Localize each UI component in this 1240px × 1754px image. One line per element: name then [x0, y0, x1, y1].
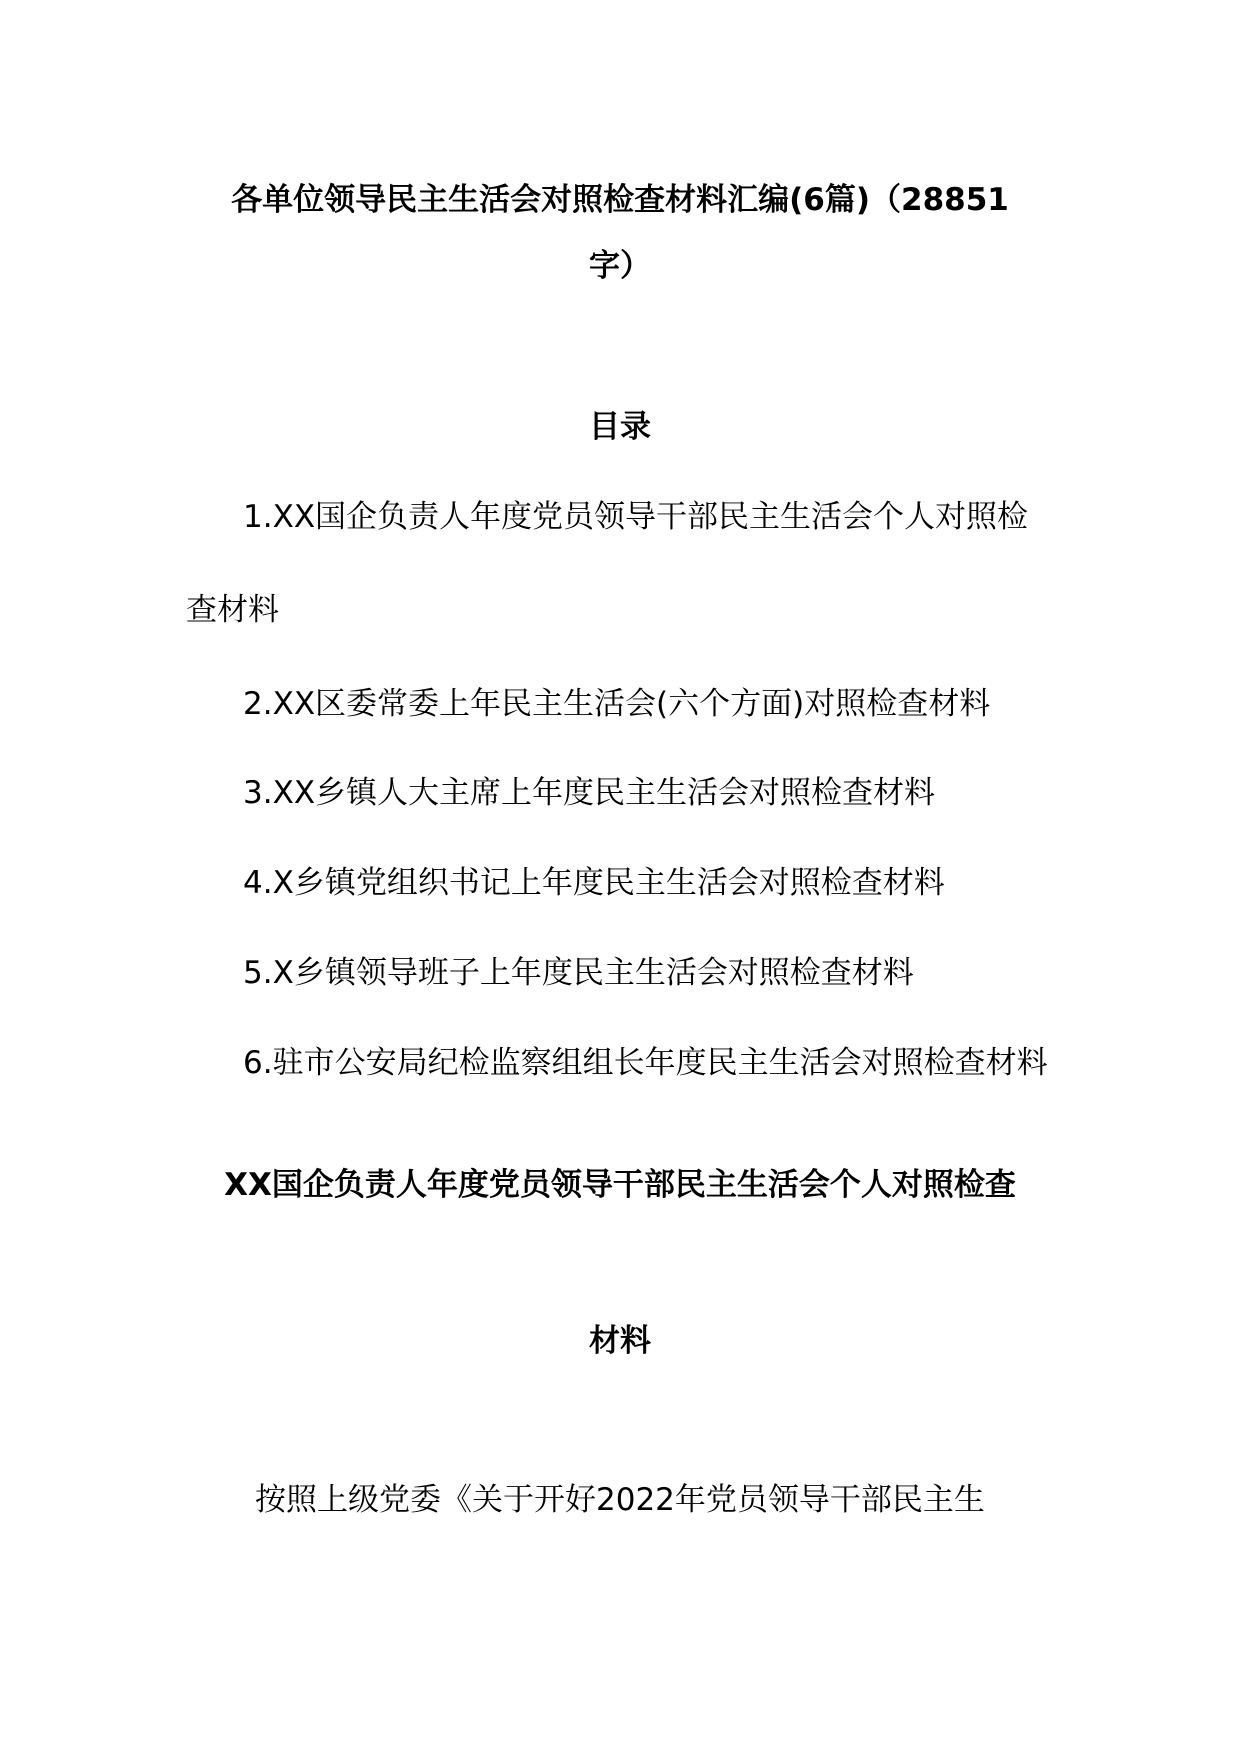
toc-item-1-continued: 查材料 — [186, 592, 279, 628]
section-title-line2: 材料 — [589, 1323, 651, 1359]
toc-item-1: 1.XX国企负责人年度党员领导干部民主生活会个人对照检 — [243, 499, 1029, 535]
toc-heading: 目录 — [589, 409, 651, 445]
document-title-line2: 字） — [589, 248, 651, 284]
body-paragraph-first-line: 按照上级党委《关于开好2022年党员领导干部民主生 — [255, 1482, 985, 1518]
toc-item-6: 6.驻市公安局纪检监察组组长年度民主生活会对照检查材料 — [243, 1045, 1048, 1081]
toc-item-2: 2.XX区委常委上年民主生活会(六个方面)对照检查材料 — [243, 686, 991, 722]
document-title-line1: 各单位领导民主生活会对照检查材料汇编(6篇)（28851 — [231, 182, 1009, 218]
toc-item-3: 3.XX乡镇人大主席上年度民主生活会对照检查材料 — [243, 775, 936, 811]
toc-item-4: 4.X乡镇党组织书记上年度民主生活会对照检查材料 — [243, 865, 945, 901]
toc-item-5: 5.X乡镇领导班子上年度民主生活会对照检查材料 — [243, 955, 914, 991]
section-title-line1: XX国企负责人年度党员领导干部民主生活会个人对照检查 — [224, 1167, 1016, 1203]
